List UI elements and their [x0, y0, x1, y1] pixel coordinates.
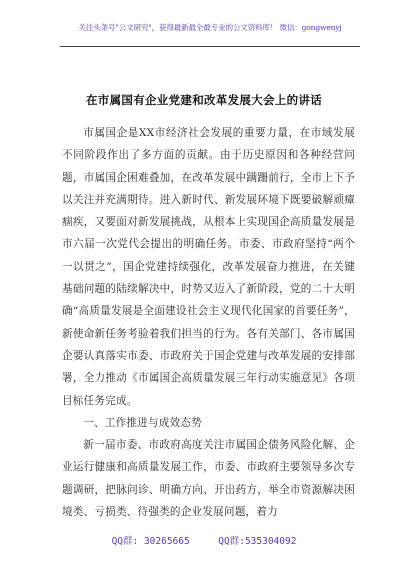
- section-paragraph: 新一届市委、市政府高度关注市属国企债务风险化解、企业运行健康和高质量发展工作，市委、市政府主要领导多次专题调研，把脉问诊、明确方向、开出药方，举全市资源解决困境类、亏损类、待强类的企业发展问题，着力: [62, 439, 355, 519]
- document-title: 在市属国有企业党建和改革发展大会上的讲话: [86, 93, 322, 107]
- promo-header: 关注头条号"公文研究"，获得最新最全最专业的公文资料库！ 微信：gongwenyj: [78, 23, 342, 32]
- document-body: [62, 122, 355, 523]
- section-heading: 一、工作推进与成效态势: [83, 416, 202, 429]
- body-paragraph: 市属国企是XX市经济社会发展的重要力量，在市域发展不同阶段作出了多方面的贡献。由于历史原因和各种经营问题，市属国企困难叠加，在改革发展中蹒跚前行，全市上下予以关注并充满期待。进入新时代、新发展环境下既要破解顽瘴痼疾，又要面对新发展挑战，从根本上实现国企高质量发展是市六届一次党代会提出的明确任务。市委、市政府坚持“两个一以贯之”，国企党建持续强化，改革发展奋力推进，在关键基础问题的陆续解决中，时势又迈入了新阶段，党的二十大明确“高质量发展是全面建设社会主义现代化国家的首要任务”，新使命新任务考验着我们担当的行为。各有关部门、各市属国企要认真落实市委、市政府关于国企党建与改革发展的安排部署，全力推动《市属国企高质量发展三年行动实施意见》各项目标任务完成。: [62, 127, 355, 407]
- header-divider: [60, 46, 360, 47]
- qq-group-footer: QQ群: 30265665 QQ群:535304092: [111, 536, 297, 547]
